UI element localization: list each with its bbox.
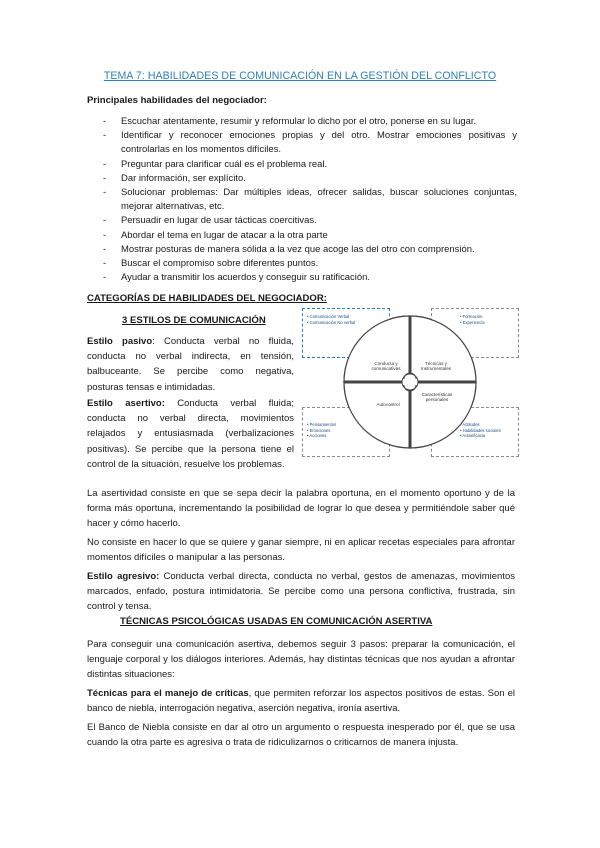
styles-heading: 3 ESTILOS DE COMUNICACIÓN: [122, 315, 266, 326]
box-item: • Habilidades sociales: [460, 428, 501, 434]
principal-heading: Principales habilidades del negociador:: [87, 95, 267, 106]
asertividad-paragraph: La asertividad consiste en que se sepa decir la palabra oportuna, en el momento oportuno y de la forma más oportuna, incrementando la posibilidad de lograr lo que desea y permitiéndole saber qué hacer y cómo hacerlo.: [87, 488, 515, 530]
asertivo-label: Estilo asertivo:: [87, 398, 165, 409]
quadrant-label: Características personales: [421, 392, 453, 403]
box-item: • Formación: [460, 314, 485, 320]
box-item: • Pensamientos: [307, 422, 336, 428]
pasos-paragraph: Para conseguir una comunicación asertiva, debemos seguir 3 pasos: preparar la comunicación, el lenguaje corporal y los diálogos interiores. Además, hay distintas técnicas que nos ayudan a afrontar distintas situaciones:: [87, 639, 515, 681]
list-item: - Buscar el compromiso sobre diferentes puntos.: [87, 257, 517, 271]
pasivo-text: : Conducta verbal no fluida, conducta no verbal indirecta, en tensión, balbuceante. Se percibe como negativa, posturas tensas e intimidadas.: [87, 336, 294, 393]
box-item: • Autoeficacia: [460, 433, 501, 439]
diagram-circle-overlay: [300, 306, 520, 458]
pasivo-paragraph: [87, 334, 294, 395]
categories-heading: CATEGORÍAS DE HABILIDADES DEL NEGOCIADOR:: [87, 293, 327, 304]
list-item: - Identificar y reconocer emociones propias y del otro. Mostrar emociones positivas y controlarlas en los momentos difíciles.: [87, 129, 517, 157]
criticas-paragraph: [87, 686, 515, 716]
asertivo-paragraph: [87, 396, 294, 472]
quadrant-label: Autocontrol: [376, 402, 400, 407]
niebla-paragraph: El Banco de Niebla consiste en dar al otro un argumento o respuesta inesperado por él, que se usa cuando la otra parte es agresiva o trata de ridiculizarnos o criticarnos de manera injusta.: [87, 722, 515, 749]
list-item: - Ayudar a transmitir los acuerdos y conseguir su ratificación.: [87, 271, 517, 285]
asertivo-text: Conducta verbal fluida; conducta no verbal directa, movimientos relajados y entusiasmada (verbalizaciones positivas). Se percibe que la persona tiene el control de la situación, resuelve los problemas.: [87, 398, 294, 470]
list-item: - Abordar el tema en lugar de atacar a la otra parte: [87, 229, 517, 243]
list-item: - Mostrar posturas de manera sólida a la vez que acoge las del otro con comprensión.: [87, 243, 517, 257]
tecnicas-heading: TÉCNICAS PSICOLÓGICAS USADAS EN COMUNICACIÓN ASERTIVA: [120, 616, 433, 627]
box-item: • Experiencia: [460, 320, 485, 326]
list-item: - Persuadir en lugar de usar tácticas coercitivas.: [87, 214, 517, 228]
agresivo-text: Conducta verbal directa, conducta no verbal, gestos de amenazas, movimientos marcados, enfado, postura intimidatoria. Se percibe como una persona conflictiva, frustrada, sin control y tensa.: [87, 571, 515, 613]
pasivo-label: Estilo pasivo: [87, 336, 153, 347]
box-item: • Comunicación Verbal: [307, 314, 355, 320]
box-item: • Comunicación No verbal: [307, 320, 355, 326]
box-item: • Acciones: [307, 433, 336, 439]
box-item: • Emociones: [307, 428, 336, 434]
criticas-label: Técnicas para el manejo de críticas: [87, 688, 249, 699]
list-item: - Solucionar problemas: Dar múltiples ideas, ofrecer salidas, buscar soluciones conjuntas, mejorar alternativas, etc.: [87, 186, 517, 214]
agresivo-label: Estilo agresivo:: [87, 571, 160, 582]
list-item: - Dar información, ser explícito.: [87, 172, 517, 186]
skills-diagram: [300, 306, 520, 458]
list-item: - Escuchar atentamente, resumir y reformular lo dicho por el otro, ponerse en su lugar.: [87, 115, 517, 129]
list-item: - Preguntar para clarificar cuál es el problema real.: [87, 158, 517, 172]
page-title: TEMA 7: HABILIDADES DE COMUNICACIÓN EN LA GESTIÓN DEL CONFLICTO: [103, 70, 497, 82]
criticas-text: , que permiten reforzar los aspectos positivos de estas. Son el banco de niebla, interrogación negativa, aserción negativa, ironía asertiva.: [87, 688, 515, 715]
skills-list: [87, 115, 517, 285]
quadrant-label: Técnicas y Instrumentales: [420, 361, 452, 372]
quadrant-label: Conducta y comunicativas: [371, 361, 401, 372]
agresivo-paragraph: [87, 569, 515, 615]
no-consiste-paragraph: No consiste en hacer lo que se quiere y ganar siempre, ni en aplicar recetas especiales para afrontar momentos difíciles o manipular a las personas.: [87, 537, 515, 564]
box-item: • Actitudes: [460, 422, 501, 428]
